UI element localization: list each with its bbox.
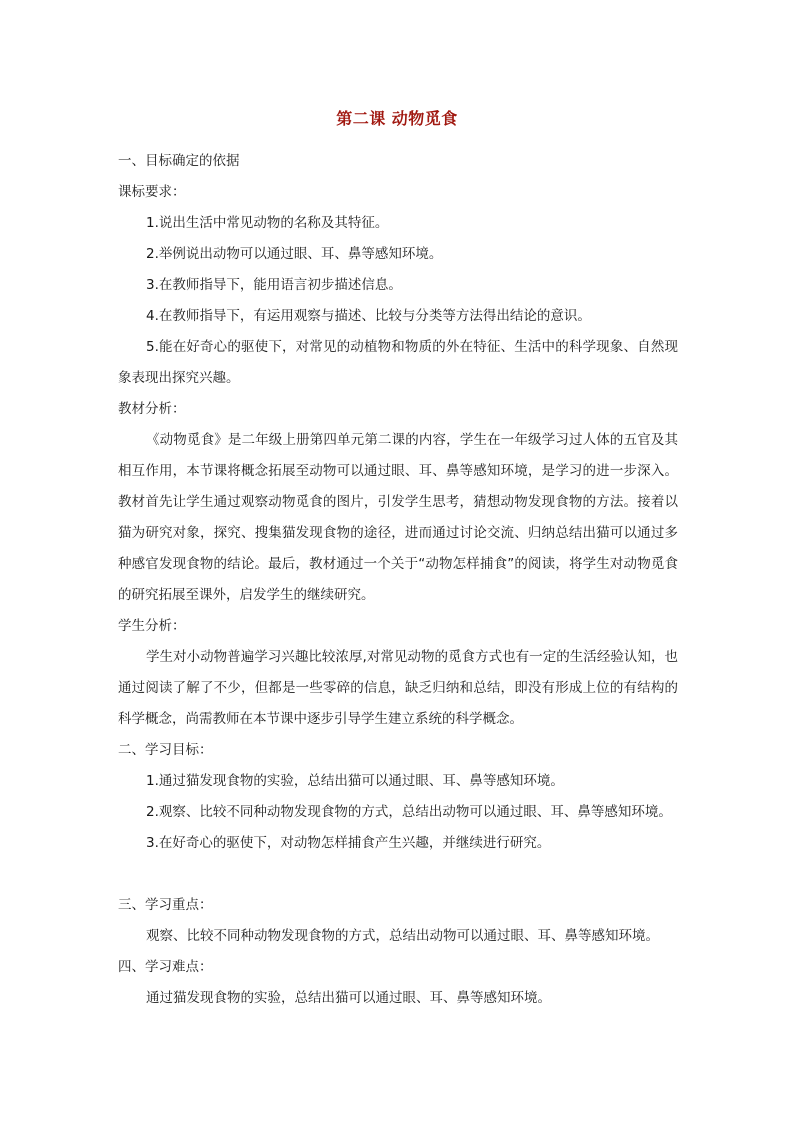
standard-item: 5.能在好奇心的驱使下，对常见的动植物和物质的外在特征、生活中的科学现象、自然现象表现出探究兴趣。 xyxy=(118,339,678,386)
goal-item: 2.观察、比较不同种动物发现食物的方式，总结出动物可以通过眼、耳、鼻等感知环境。 xyxy=(146,804,672,820)
standard-item: 4.在教师指导下，有运用观察与描述、比较与分类等方法得出结论的意识。 xyxy=(146,308,591,324)
goal-item: 3.在好奇心的驱使下，对动物怎样捕食产生兴趣，并继续进行研究。 xyxy=(146,835,551,851)
standard-item: 3.在教师指导下，能用语言初步描述信息。 xyxy=(146,277,402,293)
difficulties-text: 通过猫发现食物的实验，总结出猫可以通过眼、耳、鼻等感知环境。 xyxy=(146,990,551,1006)
section-heading-difficulties: 四、学习难点： xyxy=(118,959,213,975)
section-heading-goals: 二、学习目标： xyxy=(118,742,213,758)
section-heading-basis: 一、目标确定的依据 xyxy=(118,153,240,169)
textbook-analysis-text: 《动物觅食》是二年级上册第四单元第二课的内容，学生在一年级学习过人体的五官及其相互作用，本节课将概念拓展至动物可以通过眼、耳、鼻等感知环境，是学习的进一步深入。教材首先让学生通过观察动物觅食的图片，引发学生思考，猜想动物发现食物的方法。接着以猫为研究对象，探究、搜集猫发现食物的途径，进而通过讨论交流、归纳总结出猫可以通过多种感官发现食物的结论。最后，教材通过一个关于“动物怎样捕食”的阅读，将学生对动物觅食的研究拓展至课外，启发学生的继续研究。 xyxy=(118,432,678,603)
goal-item: 1.通过猫发现食物的实验，总结出猫可以通过眼、耳、鼻等感知环境。 xyxy=(146,773,564,789)
standard-item: 2.举例说出动物可以通过眼、耳、鼻等感知环境。 xyxy=(146,246,443,262)
student-analysis-label: 学生分析： xyxy=(118,618,186,634)
textbook-analysis-label: 教材分析： xyxy=(118,401,186,417)
standards-label: 课标要求： xyxy=(118,184,186,200)
student-analysis-text: 学生对小动物普遍学习兴趣比较浓厚,对常见动物的觅食方式也有一定的生活经验认知，也通过阅读了解了不少，但都是一些零碎的信息，缺乏归纳和总结，即没有形成上位的有结构的科学概念，尚需教师在本节课中逐步引导学生建立系统的科学概念。 xyxy=(118,649,678,727)
key-points-text: 观察、比较不同种动物发现食物的方式，总结出动物可以通过眼、耳、鼻等感知环境。 xyxy=(146,928,659,944)
document-title: 第二课 动物觅食 xyxy=(336,109,458,128)
standard-item: 1.说出生活中常见动物的名称及其特征。 xyxy=(146,215,389,231)
document-body xyxy=(118,146,678,1014)
blank-line xyxy=(118,859,678,890)
section-heading-key-points: 三、学习重点： xyxy=(118,897,213,913)
